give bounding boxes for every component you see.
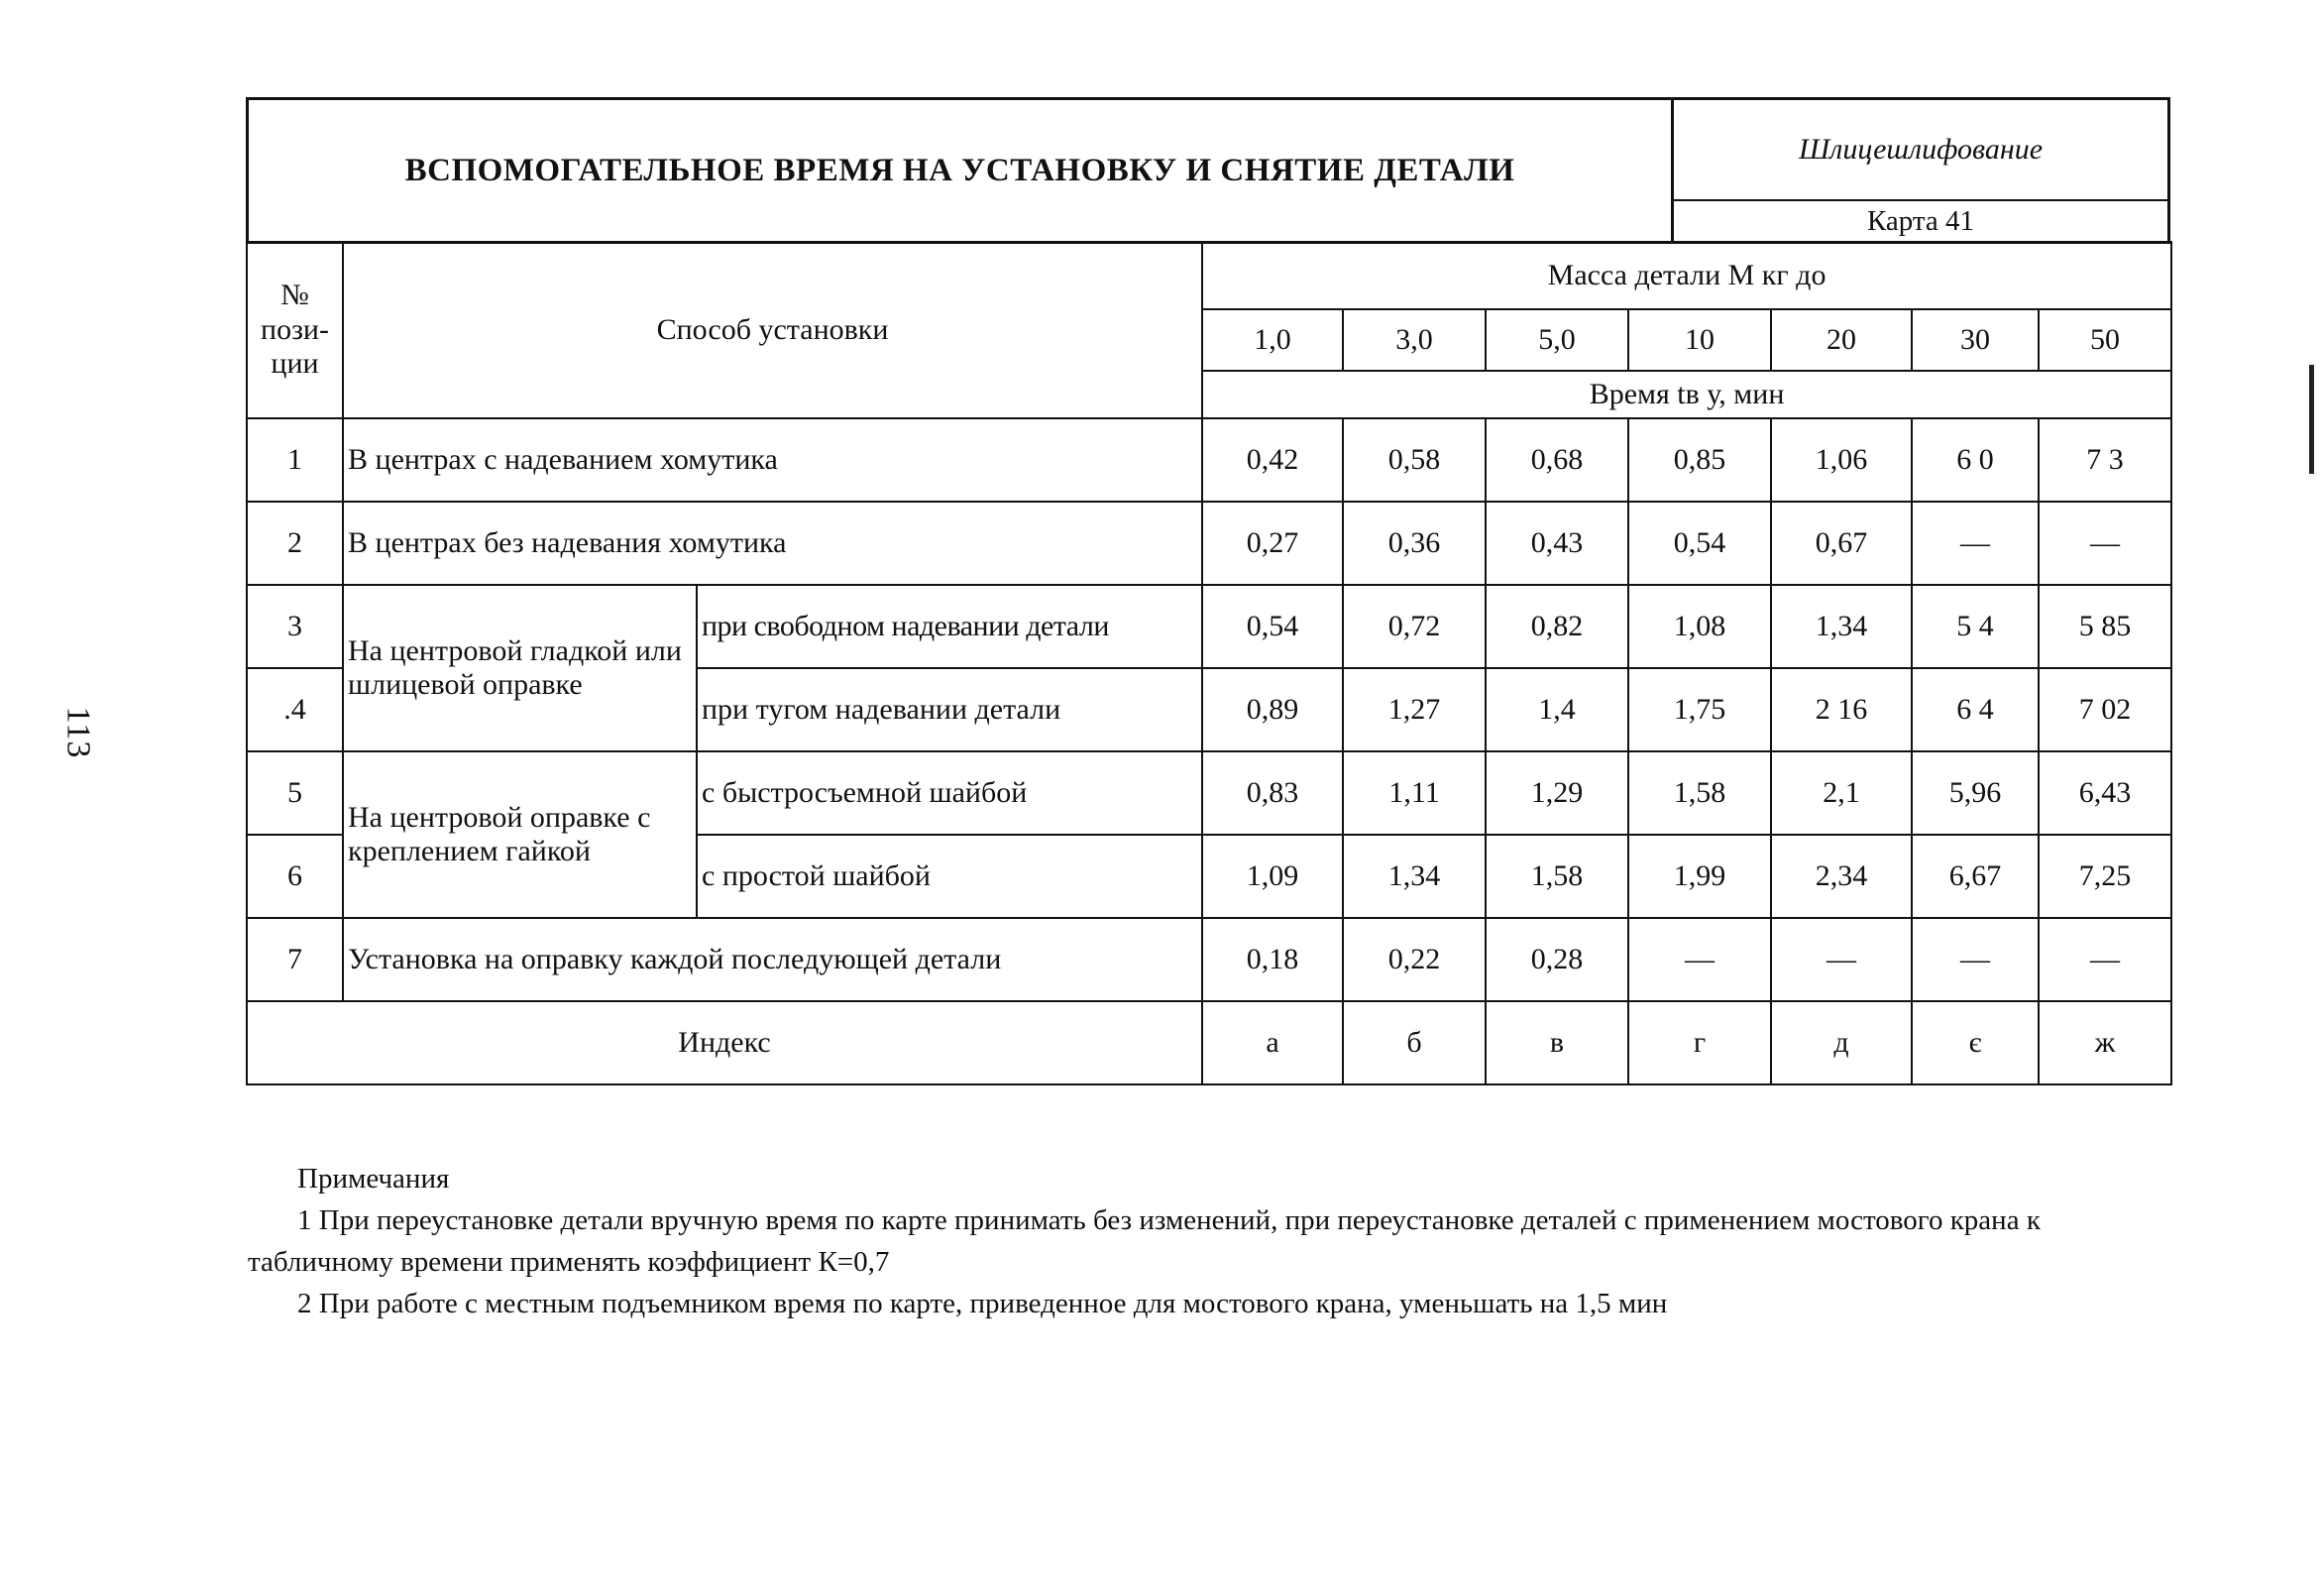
- value-cell: 0,82: [1486, 585, 1628, 668]
- value-cell: 0,43: [1486, 502, 1628, 585]
- value-cell: —: [2039, 918, 2171, 1001]
- mass-value: 30: [1912, 309, 2039, 371]
- index-value: є: [1912, 1001, 2039, 1084]
- table-row: [247, 502, 2171, 585]
- mass-value: 5,0: [1486, 309, 1628, 371]
- value-cell: 0,89: [1202, 668, 1343, 751]
- card-header: [246, 97, 2170, 244]
- time-header: Время tв у, мин: [1202, 371, 2171, 418]
- value-cell: —: [1771, 918, 1912, 1001]
- card-number: Карта 41: [1866, 204, 1975, 237]
- mass-header: Масса детали М кг до: [1202, 242, 2171, 309]
- document-title: ВСПОМОГАТЕЛЬНОЕ ВРЕМЯ НА УСТАНОВКУ И СНЯТИЕ ДЕТАЛИ: [249, 100, 1674, 241]
- notes-section: [248, 1158, 2160, 1324]
- value-cell: 0,85: [1628, 418, 1771, 502]
- mass-value: 10: [1628, 309, 1771, 371]
- page-number: 113: [59, 706, 97, 759]
- value-cell: 1,58: [1628, 751, 1771, 835]
- notes-heading: Примечания: [297, 1163, 450, 1195]
- value-cell: 1,06: [1771, 418, 1912, 502]
- value-cell: 0,27: [1202, 502, 1343, 585]
- index-value: д: [1771, 1001, 1912, 1084]
- method-cell: при свободном надевании детали: [697, 585, 1202, 668]
- note-2: 2 При работе с местным подъемником время по карте, приведенное для мостового крана, уменьшать на 1,5 мин: [297, 1288, 1668, 1320]
- value-cell: 0,28: [1486, 918, 1628, 1001]
- value-cell: 1,75: [1628, 668, 1771, 751]
- index-value: в: [1486, 1001, 1628, 1084]
- value-cell: 0,42: [1202, 418, 1343, 502]
- method-cell: с быстросъемной шайбой: [697, 751, 1202, 835]
- mass-value: 20: [1771, 309, 1912, 371]
- mass-value: 1,0: [1202, 309, 1343, 371]
- value-cell: —: [2039, 502, 2171, 585]
- value-cell: 7,25: [2039, 835, 2171, 918]
- index-row: [247, 1001, 2171, 1084]
- value-cell: 0,67: [1771, 502, 1912, 585]
- value-cell: 0,72: [1343, 585, 1486, 668]
- table-row: [247, 751, 2171, 835]
- value-cell: 1,99: [1628, 835, 1771, 918]
- value-cell: 5,96: [1912, 751, 2039, 835]
- table-row: [247, 418, 2171, 502]
- header-right: [1674, 100, 2167, 241]
- row-number: 5: [247, 751, 343, 835]
- value-cell: 7 3: [2039, 418, 2171, 502]
- value-cell: —: [1628, 918, 1771, 1001]
- row-number: 7: [247, 918, 343, 1001]
- value-cell: 0,68: [1486, 418, 1628, 502]
- value-cell: 0,83: [1202, 751, 1343, 835]
- scan-edge-mark: [2309, 365, 2314, 474]
- method-cell: с простой шайбой: [697, 835, 1202, 918]
- value-cell: 0,18: [1202, 918, 1343, 1001]
- value-cell: 6,43: [2039, 751, 2171, 835]
- value-cell: 0,22: [1343, 918, 1486, 1001]
- value-cell: 6 0: [1912, 418, 2039, 502]
- index-value: ж: [2039, 1001, 2171, 1084]
- method-cell: при тугом надевании детали: [697, 668, 1202, 751]
- table-row: [247, 918, 2171, 1001]
- value-cell: 1,4: [1486, 668, 1628, 751]
- value-cell: —: [1912, 918, 2039, 1001]
- value-cell: 1,58: [1486, 835, 1628, 918]
- value-cell: 0,36: [1343, 502, 1486, 585]
- row-number: .4: [247, 668, 343, 751]
- col-header-method: Способ установки: [343, 242, 1202, 418]
- row-number: 1: [247, 418, 343, 502]
- value-cell: 6 4: [1912, 668, 2039, 751]
- row-number: 3: [247, 585, 343, 668]
- col-header-position: № пози- ции: [247, 242, 343, 418]
- index-value: а: [1202, 1001, 1343, 1084]
- value-cell: 1,08: [1628, 585, 1771, 668]
- value-cell: 1,29: [1486, 751, 1628, 835]
- setup-time-table: [246, 241, 2172, 1085]
- value-cell: 2,34: [1771, 835, 1912, 918]
- method-cell: В центрах с надеванием хомутика: [343, 418, 1202, 502]
- value-cell: 1,34: [1771, 585, 1912, 668]
- group-cell: На центровой оправке с креплением гайкой: [343, 751, 697, 918]
- row-number: 6: [247, 835, 343, 918]
- value-cell: 2,1: [1771, 751, 1912, 835]
- value-cell: 7 02: [2039, 668, 2171, 751]
- index-value: г: [1628, 1001, 1771, 1084]
- value-cell: 6,67: [1912, 835, 2039, 918]
- method-cell: Установка на оправку каждой последующей детали: [343, 918, 1202, 1001]
- value-cell: 2 16: [1771, 668, 1912, 751]
- value-cell: 1,34: [1343, 835, 1486, 918]
- value-cell: 0,54: [1628, 502, 1771, 585]
- value-cell: —: [1912, 502, 2039, 585]
- mass-value: 3,0: [1343, 309, 1486, 371]
- table-row: [247, 585, 2171, 668]
- value-cell: 0,54: [1202, 585, 1343, 668]
- value-cell: 1,27: [1343, 668, 1486, 751]
- method-cell: В центрах без надевания хомутика: [343, 502, 1202, 585]
- mass-value: 50: [2039, 309, 2171, 371]
- value-cell: 5 4: [1912, 585, 2039, 668]
- note-1: 1 При переустановке детали вручную время по карте принимать без изменений, при переустановке деталей с применением мостового крана к табличному времени применять коэффициент К=0,7: [248, 1204, 2041, 1279]
- operation-subject: Шлицешлифование: [1674, 100, 2167, 201]
- index-label: Индекс: [247, 1001, 1202, 1084]
- value-cell: 0,58: [1343, 418, 1486, 502]
- value-cell: 5 85: [2039, 585, 2171, 668]
- row-number: 2: [247, 502, 343, 585]
- group-cell: На центровой гладкой или шлицевой оправке: [343, 585, 697, 751]
- value-cell: 1,11: [1343, 751, 1486, 835]
- value-cell: 1,09: [1202, 835, 1343, 918]
- index-value: б: [1343, 1001, 1486, 1084]
